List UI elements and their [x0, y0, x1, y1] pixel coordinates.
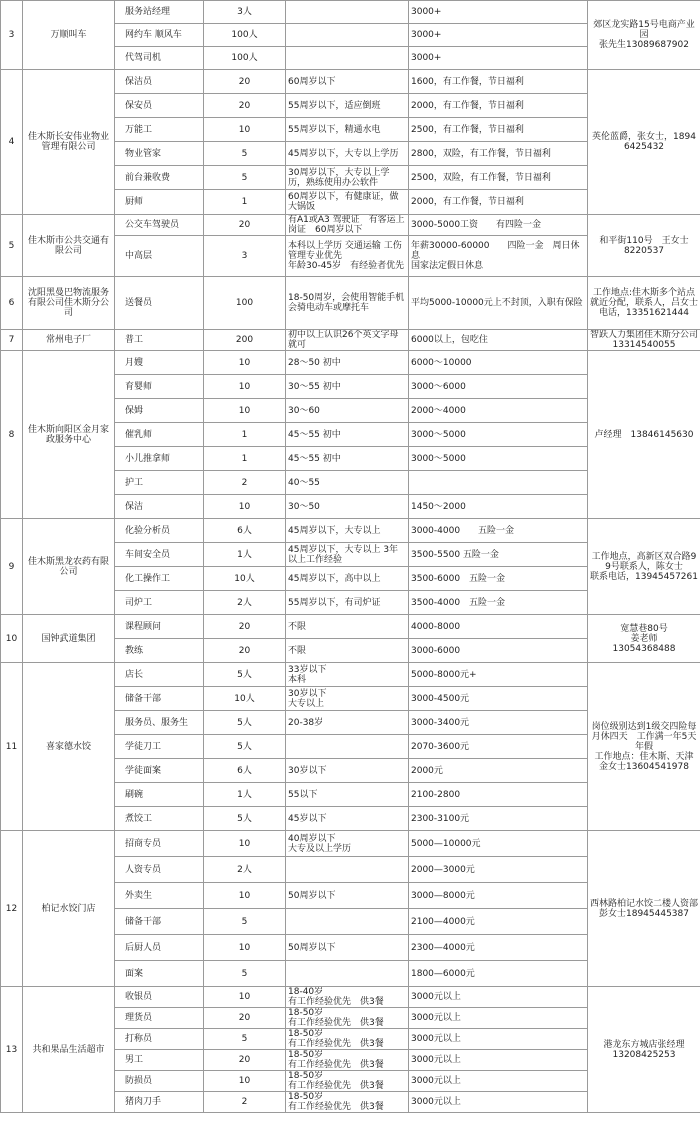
headcount: 2人	[204, 591, 286, 615]
salary-benefits: 3000+	[409, 24, 588, 47]
company-name: 万顺叫车	[23, 1, 115, 70]
salary-benefits: 2000～4000	[409, 399, 588, 423]
company-name: 柏记水饺门店	[23, 831, 115, 987]
requirement	[286, 47, 409, 70]
headcount: 5人	[204, 807, 286, 831]
position-name: 网约车 顺风车	[115, 24, 204, 47]
requirement: 30～60	[286, 399, 409, 423]
requirement: 55周岁以下，适应倒班	[286, 94, 409, 118]
headcount: 10人	[204, 687, 286, 711]
headcount: 20	[204, 615, 286, 639]
group-number: 10	[1, 615, 23, 663]
position-name: 保姆	[115, 399, 204, 423]
salary-benefits: 年薪30000-60000 四险一金 周日休息 国家法定假日休息	[409, 236, 588, 277]
company-name: 佳木斯市公共交通有限公司	[23, 215, 115, 277]
requirement: 18-50岁 有工作经验优先 供3餐	[286, 1029, 409, 1050]
position-name: 储备干部	[115, 687, 204, 711]
requirement	[286, 24, 409, 47]
requirement: 28～50 初中	[286, 351, 409, 375]
salary-benefits: 3000-6000	[409, 639, 588, 663]
requirement: 45～55 初中	[286, 447, 409, 471]
salary-benefits: 3000-4000 五险一金	[409, 519, 588, 543]
headcount: 1人	[204, 543, 286, 567]
headcount: 1	[204, 423, 286, 447]
headcount: 10	[204, 883, 286, 909]
group-number: 12	[1, 831, 23, 987]
position-name: 公交车驾驶员	[115, 215, 204, 236]
contact-info: 郊区龙实路15号电商产业园 张先生13089687902	[588, 1, 700, 70]
headcount: 5	[204, 142, 286, 166]
headcount: 20	[204, 94, 286, 118]
salary-benefits: 3000～5000	[409, 423, 588, 447]
headcount: 100人	[204, 47, 286, 70]
requirement: 45周岁以下，大专以上学历	[286, 142, 409, 166]
requirement	[286, 1, 409, 24]
contact-info: 工作地点:佳木斯多个站点就近分配，联系人，吕女士 电话，13351621444	[588, 277, 700, 330]
salary-benefits: 2100—4000元	[409, 909, 588, 935]
requirement: 18-50周岁，会使用智能手机会骑电动车或摩托车	[286, 277, 409, 330]
salary-benefits: 6000以上，包吃住	[409, 330, 588, 351]
requirement	[286, 735, 409, 759]
headcount: 5	[204, 1029, 286, 1050]
company-name: 常州电子厂	[23, 330, 115, 351]
contact-info: 西林路柏记水饺二楼人资部彭女士18945445387	[588, 831, 700, 987]
headcount: 10	[204, 375, 286, 399]
salary-benefits: 平均5000-10000元上不封顶，入职有保险	[409, 277, 588, 330]
company-name: 佳木斯长安伟业物业管理有限公司	[23, 70, 115, 215]
headcount: 2人	[204, 857, 286, 883]
position-name: 化验分析员	[115, 519, 204, 543]
salary-benefits: 3000—8000元	[409, 883, 588, 909]
position-name: 煮饺工	[115, 807, 204, 831]
salary-benefits: 2000，有工作餐，节日福利	[409, 190, 588, 215]
requirement: 55周岁以下，有司炉证	[286, 591, 409, 615]
requirement: 45～55 初中	[286, 423, 409, 447]
requirement: 45周岁以下，大专以上 3年以上工作经验	[286, 543, 409, 567]
position-name: 催乳师	[115, 423, 204, 447]
headcount: 10	[204, 399, 286, 423]
headcount: 1	[204, 447, 286, 471]
headcount: 1人	[204, 783, 286, 807]
position-name: 护工	[115, 471, 204, 495]
contact-info: 工作地点，高新区双合路99号联系人，陈女士 联系电话，13945457261	[588, 519, 700, 615]
job-row	[1, 351, 700, 375]
position-name: 车间安全员	[115, 543, 204, 567]
position-name: 普工	[115, 330, 204, 351]
salary-benefits: 3000-5000工资 有四险一金	[409, 215, 588, 236]
requirement: 45周岁以下，高中以上	[286, 567, 409, 591]
position-name: 中高层	[115, 236, 204, 277]
position-name: 保安员	[115, 94, 204, 118]
requirement: 40周岁以下 大专及以上学历	[286, 831, 409, 857]
job-row	[1, 987, 700, 1008]
requirement: 33岁以下 本科	[286, 663, 409, 687]
company-name: 国钟武道集团	[23, 615, 115, 663]
contact-info: 英伦蓝爵，张女士，18946425432	[588, 70, 700, 215]
requirement: 18-40岁 有工作经验优先 供3餐	[286, 987, 409, 1008]
salary-benefits: 3000+	[409, 47, 588, 70]
headcount: 20	[204, 70, 286, 94]
position-name: 外卖生	[115, 883, 204, 909]
position-name: 储备干部	[115, 909, 204, 935]
position-name: 后厨人员	[115, 935, 204, 961]
group-number: 4	[1, 70, 23, 215]
position-name: 服务员、服务生	[115, 711, 204, 735]
salary-benefits: 6000～10000	[409, 351, 588, 375]
requirement: 50周岁以下	[286, 883, 409, 909]
salary-benefits: 2800，双险，有工作餐，节日福利	[409, 142, 588, 166]
position-name: 代驾司机	[115, 47, 204, 70]
headcount: 10	[204, 987, 286, 1008]
position-name: 保洁	[115, 495, 204, 519]
salary-benefits: 2300-3100元	[409, 807, 588, 831]
contact-info: 智跃人力集团佳木斯分公司13314540055	[588, 330, 700, 351]
requirement	[286, 909, 409, 935]
salary-benefits: 2300—4000元	[409, 935, 588, 961]
position-name: 保洁员	[115, 70, 204, 94]
group-number: 3	[1, 1, 23, 70]
job-row	[1, 663, 700, 687]
headcount: 2	[204, 1092, 286, 1113]
contact-info: 岗位级别达到1级交四险每月休四天 工作满一年5天年假 工作地点：佳木斯、天津 金女士13604541978	[588, 663, 700, 831]
requirement: 55以下	[286, 783, 409, 807]
group-number: 5	[1, 215, 23, 277]
salary-benefits: 3000～5000	[409, 447, 588, 471]
requirement	[286, 961, 409, 987]
requirement: 18-50岁 有工作经验优先 供3餐	[286, 1050, 409, 1071]
job-row	[1, 615, 700, 639]
headcount: 2	[204, 471, 286, 495]
requirement: 30周岁以下，大专以上学历，熟练使用办公软件	[286, 166, 409, 190]
position-name: 理货员	[115, 1008, 204, 1029]
position-name: 育婴师	[115, 375, 204, 399]
requirement: 55周岁以下，精通水电	[286, 118, 409, 142]
requirement: 30～55 初中	[286, 375, 409, 399]
requirement: 有A1或A3 驾驶证 有客运上岗证 60周岁以下	[286, 215, 409, 236]
contact-info: 卢经理 13846145630	[588, 351, 700, 519]
requirement: 60周岁以下，有健康证，做大锅饭	[286, 190, 409, 215]
requirement: 30岁以下 大专以上	[286, 687, 409, 711]
position-name: 收银员	[115, 987, 204, 1008]
requirement: 20-38岁	[286, 711, 409, 735]
headcount: 3	[204, 236, 286, 277]
headcount: 1	[204, 190, 286, 215]
position-name: 小儿推拿师	[115, 447, 204, 471]
headcount: 5	[204, 909, 286, 935]
position-name: 万能工	[115, 118, 204, 142]
requirement: 30岁以下	[286, 759, 409, 783]
headcount: 5人	[204, 663, 286, 687]
salary-benefits: 2500，有工作餐，节日福利	[409, 118, 588, 142]
headcount: 20	[204, 639, 286, 663]
salary-benefits: 2070-3600元	[409, 735, 588, 759]
job-row	[1, 70, 700, 94]
headcount: 10人	[204, 567, 286, 591]
job-row	[1, 277, 700, 330]
salary-benefits: 3000元以上	[409, 1029, 588, 1050]
headcount: 5	[204, 166, 286, 190]
position-name: 月嫂	[115, 351, 204, 375]
position-name: 防损员	[115, 1071, 204, 1092]
requirement: 45周岁以下，大专以上	[286, 519, 409, 543]
group-number: 13	[1, 987, 23, 1113]
headcount: 6人	[204, 759, 286, 783]
salary-benefits: 3000元以上	[409, 987, 588, 1008]
position-name: 猪肉刀手	[115, 1092, 204, 1113]
requirement: 本科以上学历 交通运输 工伤管理专业优先 年龄30-45岁 有经验者优先	[286, 236, 409, 277]
position-name: 打称员	[115, 1029, 204, 1050]
salary-benefits: 5000-8000元+	[409, 663, 588, 687]
company-name: 喜家德水饺	[23, 663, 115, 831]
position-name: 学徒刀工	[115, 735, 204, 759]
salary-benefits: 2000，有工作餐，节日福利	[409, 94, 588, 118]
salary-benefits: 2500，双险，有工作餐，节日福利	[409, 166, 588, 190]
salary-benefits	[409, 471, 588, 495]
company-name: 佳木斯黑龙农药有限公司	[23, 519, 115, 615]
headcount: 10	[204, 118, 286, 142]
headcount: 20	[204, 1050, 286, 1071]
requirement: 初中以上认识26个英文字母就可	[286, 330, 409, 351]
headcount: 5人	[204, 711, 286, 735]
job-row	[1, 1, 700, 24]
group-number: 11	[1, 663, 23, 831]
headcount: 100人	[204, 24, 286, 47]
salary-benefits: 2000—3000元	[409, 857, 588, 883]
salary-benefits: 3000元以上	[409, 1071, 588, 1092]
requirement	[286, 857, 409, 883]
position-name: 服务站经理	[115, 1, 204, 24]
headcount: 10	[204, 1071, 286, 1092]
group-number: 6	[1, 277, 23, 330]
headcount: 20	[204, 215, 286, 236]
position-name: 送餐员	[115, 277, 204, 330]
salary-benefits: 1600，有工作餐，节日福利	[409, 70, 588, 94]
headcount: 10	[204, 351, 286, 375]
salary-benefits: 1800—6000元	[409, 961, 588, 987]
position-name: 化工操作工	[115, 567, 204, 591]
requirement: 30～50	[286, 495, 409, 519]
company-name: 沈阳黑曼巴物流服务有限公司佳木斯分公司	[23, 277, 115, 330]
position-name: 厨师	[115, 190, 204, 215]
headcount: 10	[204, 495, 286, 519]
salary-benefits: 3500-5500 五险一金	[409, 543, 588, 567]
requirement: 不限	[286, 639, 409, 663]
position-name: 男工	[115, 1050, 204, 1071]
headcount: 5	[204, 961, 286, 987]
headcount: 5人	[204, 735, 286, 759]
salary-benefits: 3500-6000 五险一金	[409, 567, 588, 591]
salary-benefits: 3000元以上	[409, 1050, 588, 1071]
contact-info: 宽慧巷80号 姜老师 13054368488	[588, 615, 700, 663]
salary-benefits: 2100-2800	[409, 783, 588, 807]
position-name: 面案	[115, 961, 204, 987]
requirement: 50周岁以下	[286, 935, 409, 961]
salary-benefits: 3000元以上	[409, 1008, 588, 1029]
company-name: 共和果品生活超市	[23, 987, 115, 1113]
requirement: 18-50岁 有工作经验优先 供3餐	[286, 1008, 409, 1029]
salary-benefits: 4000-8000	[409, 615, 588, 639]
requirement: 18-50岁 有工作经验优先 供3餐	[286, 1092, 409, 1113]
requirement: 60周岁以下	[286, 70, 409, 94]
requirement: 不限	[286, 615, 409, 639]
position-name: 学徒面案	[115, 759, 204, 783]
headcount: 200	[204, 330, 286, 351]
position-name: 前台兼收费	[115, 166, 204, 190]
salary-benefits: 3000元以上	[409, 1092, 588, 1113]
requirement: 40～55	[286, 471, 409, 495]
salary-benefits: 1450～2000	[409, 495, 588, 519]
company-name: 佳木斯向阳区金月家政服务中心	[23, 351, 115, 519]
requirement: 18-50岁 有工作经验优先 供3餐	[286, 1071, 409, 1092]
contact-info: 港龙东方城店张经理 13208425253	[588, 987, 700, 1113]
headcount: 10	[204, 935, 286, 961]
position-name: 司炉工	[115, 591, 204, 615]
salary-benefits: 5000—10000元	[409, 831, 588, 857]
group-number: 7	[1, 330, 23, 351]
position-name: 教练	[115, 639, 204, 663]
headcount: 3人	[204, 1, 286, 24]
job-row	[1, 330, 700, 351]
headcount: 100	[204, 277, 286, 330]
headcount: 10	[204, 831, 286, 857]
salary-benefits: 3000+	[409, 1, 588, 24]
group-number: 9	[1, 519, 23, 615]
salary-benefits: 3000-4500元	[409, 687, 588, 711]
position-name: 店长	[115, 663, 204, 687]
position-name: 招商专员	[115, 831, 204, 857]
contact-info: 和平街110号 王女士 8220537	[588, 215, 700, 277]
position-name: 物业管家	[115, 142, 204, 166]
salary-benefits: 3000-3400元	[409, 711, 588, 735]
headcount: 20	[204, 1008, 286, 1029]
headcount: 6人	[204, 519, 286, 543]
requirement: 45岁以下	[286, 807, 409, 831]
job-row	[1, 215, 700, 236]
position-name: 人资专员	[115, 857, 204, 883]
job-row	[1, 831, 700, 857]
position-name: 刷碗	[115, 783, 204, 807]
group-number: 8	[1, 351, 23, 519]
salary-benefits: 2000元	[409, 759, 588, 783]
job-row	[1, 519, 700, 543]
salary-benefits: 3000～6000	[409, 375, 588, 399]
position-name: 课程顾问	[115, 615, 204, 639]
salary-benefits: 3500-4000 五险一金	[409, 591, 588, 615]
